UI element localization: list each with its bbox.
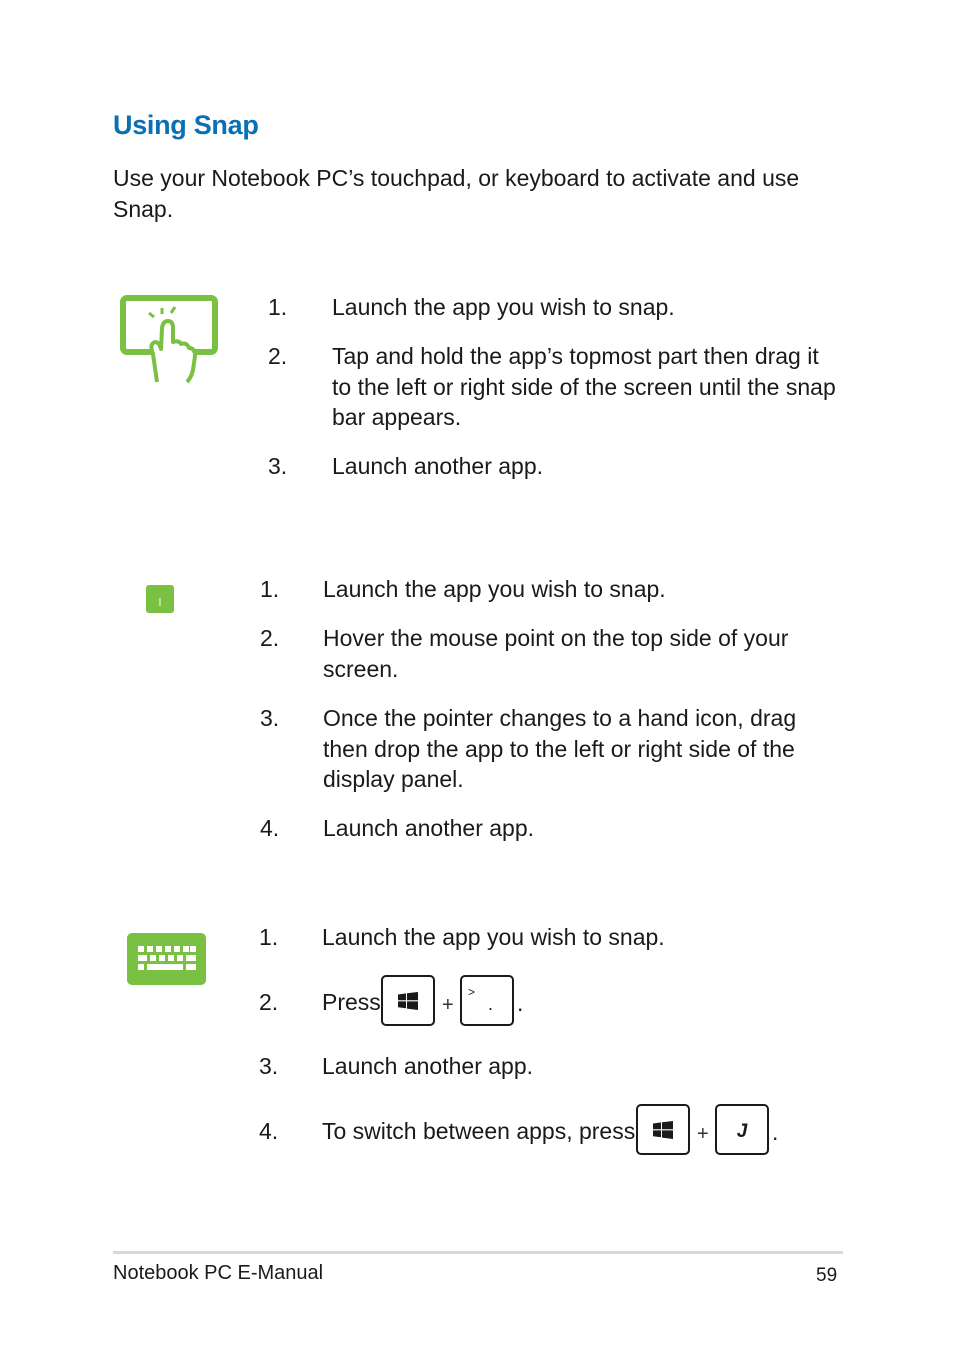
period-key (460, 975, 514, 1026)
footer-manual-title: Notebook PC E-Manual (113, 1262, 324, 1284)
step-text: Launch another app. (323, 815, 535, 841)
j-key (715, 1104, 769, 1155)
step-text: To switch between apps, press (322, 1118, 636, 1144)
touchpad-icon-glyph: l (158, 597, 162, 609)
step-text: Tap and hold the app’s topmost part then drag it to the left or right side of the screen until the snap bar appears. (332, 343, 836, 430)
plus-sign: + (442, 994, 454, 1016)
step-number: 3. (260, 705, 280, 731)
windows-key (636, 1104, 690, 1155)
step-number: 2. (268, 343, 288, 369)
step-number: 1. (260, 576, 280, 602)
sentence-period: . (772, 1119, 779, 1145)
step-text: Once the pointer changes to a hand icon, drag then drop the app to the left or right side of the display panel. (323, 705, 797, 792)
step-number: 1. (268, 294, 288, 320)
keyboard-steps-list (259, 922, 859, 1182)
key-label: J (736, 1121, 748, 1142)
footer-divider (113, 1251, 843, 1254)
step-number: 2. (260, 625, 280, 651)
step-number: 2. (259, 989, 279, 1015)
step-text: Launch the app you wish to snap. (323, 576, 666, 602)
windows-key (381, 975, 435, 1026)
keyboard-icon (127, 933, 206, 985)
windows-logo-icon (398, 992, 418, 1010)
touchpad-icon (146, 585, 174, 613)
intro-paragraph: Use your Notebook PC’s touchpad, or keyboard to activate and use Snap. (113, 165, 800, 222)
step-text: Launch the app you wish to snap. (322, 924, 665, 950)
sentence-period: . (517, 990, 524, 1016)
plus-sign: + (697, 1123, 709, 1145)
step-number: 3. (259, 1053, 279, 1079)
step-number: 4. (259, 1118, 279, 1144)
step-text: Press (322, 989, 381, 1015)
section-heading: Using Snap (113, 110, 259, 140)
step-text: Launch another app. (322, 1053, 534, 1079)
key-bottom-label: . (488, 994, 494, 1014)
step-text: Hover the mouse point on the top side of your screen. (323, 625, 789, 682)
key-top-label: > (468, 985, 476, 999)
page-number: 59 (816, 1265, 838, 1286)
touch-gesture-icon (119, 294, 221, 386)
windows-logo-icon (653, 1121, 673, 1139)
step-number: 3. (268, 453, 288, 479)
step-text: Launch another app. (332, 453, 544, 479)
step-text: Launch the app you wish to snap. (332, 294, 675, 320)
step-number: 4. (260, 815, 280, 841)
step-number: 1. (259, 924, 279, 950)
